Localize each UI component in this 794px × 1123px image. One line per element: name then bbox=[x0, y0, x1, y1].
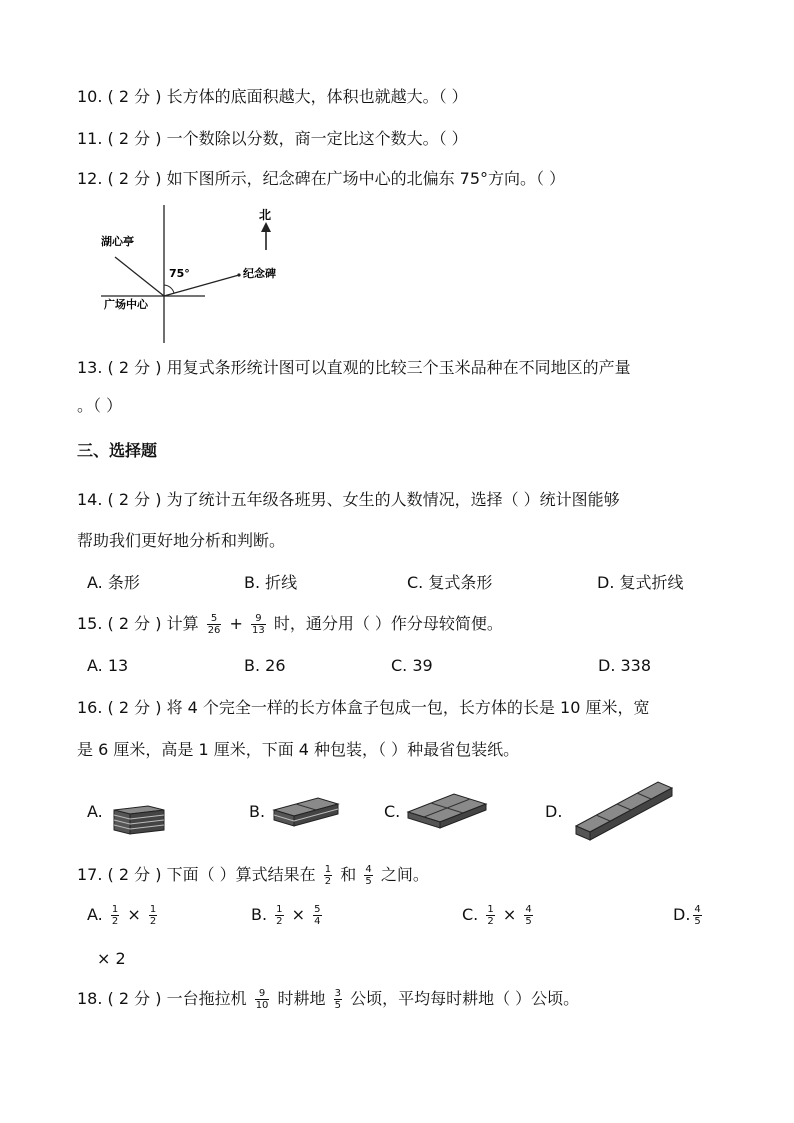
question-score: ( 2 分 ) bbox=[107, 989, 162, 1008]
question-text: 公顷，平均每时耕地（ ）公顷。 bbox=[350, 989, 580, 1008]
question-13 bbox=[77, 357, 631, 379]
plus-sign: + bbox=[229, 614, 243, 633]
question-score: ( 2 分 ) bbox=[107, 865, 162, 884]
question-10 bbox=[77, 86, 468, 108]
question-17 bbox=[77, 864, 429, 887]
fraction: $\frac{1}{2}$ bbox=[276, 904, 283, 927]
direction-figure bbox=[95, 205, 305, 345]
fraction: $\frac{5}{4}$ bbox=[314, 904, 321, 927]
question-16 bbox=[77, 697, 649, 719]
question-number: 11. bbox=[77, 129, 103, 148]
fraction: $\frac{1}{2}$ bbox=[487, 904, 494, 927]
question-text: 长方体的底面积越大，体积也就越大。（ ） bbox=[166, 87, 468, 106]
option-label: A. bbox=[87, 905, 103, 924]
option-c[interactable]: C. bbox=[384, 802, 401, 821]
option-b[interactable]: B. bbox=[249, 802, 266, 821]
question-number: 12. bbox=[77, 169, 103, 188]
option-c[interactable]: C. 39 bbox=[391, 656, 433, 675]
times-sign: × bbox=[502, 905, 517, 924]
question-text: 一个数除以分数，商一定比这个数大。（ ） bbox=[166, 129, 468, 148]
section-heading: 三、选择题 bbox=[77, 441, 158, 460]
question-text: 如下图所示，纪念碑在广场中心的北偏东 75°方向。（ ） bbox=[166, 169, 566, 188]
question-text: 是 6 厘米，高是 1 厘米，下面 4 种包装，（ ）种最省包装纸。 bbox=[77, 740, 520, 759]
option-a-box-stack bbox=[108, 800, 170, 836]
question-text: 和 bbox=[340, 865, 357, 884]
option-b[interactable] bbox=[251, 904, 325, 927]
option-a[interactable] bbox=[87, 904, 160, 927]
monument-label: 纪念碑 bbox=[243, 267, 276, 280]
fraction: $\frac{4}{5}$ bbox=[525, 904, 532, 927]
north-label: 北 bbox=[259, 208, 272, 222]
option-c-box-pack bbox=[404, 786, 492, 836]
question-text: 用复式条形统计图可以直观的比较三个玉米品种在不同地区的产量 bbox=[166, 358, 631, 377]
question-15 bbox=[77, 613, 503, 636]
fraction: $\frac{4}{5}$ bbox=[694, 904, 701, 927]
option-d-continued: × 2 bbox=[97, 949, 126, 968]
question-text: 时耕地 bbox=[277, 989, 326, 1008]
option-d[interactable] bbox=[673, 904, 705, 927]
question-score: ( 2 分 ) bbox=[107, 614, 162, 633]
option-b[interactable]: B. 折线 bbox=[244, 573, 298, 592]
question-12 bbox=[77, 168, 565, 190]
question-number: 14. bbox=[77, 490, 103, 509]
question-score: ( 2 分 ) bbox=[107, 358, 162, 377]
fraction: $\frac{1}{2}$ bbox=[324, 864, 332, 887]
option-a[interactable]: A. 13 bbox=[87, 656, 129, 675]
question-14 bbox=[77, 489, 620, 511]
question-text: 一台拖拉机 bbox=[166, 989, 247, 1008]
option-a[interactable]: A. 条形 bbox=[87, 573, 140, 592]
option-d[interactable]: D. 338 bbox=[598, 656, 652, 675]
option-label: C. bbox=[462, 905, 479, 924]
question-number: 17. bbox=[77, 865, 103, 884]
option-b[interactable]: B. 26 bbox=[244, 656, 286, 675]
question-number: 18. bbox=[77, 989, 103, 1008]
question-14-continued bbox=[77, 530, 285, 552]
lake-pavilion-label: 湖心亭 bbox=[101, 235, 134, 248]
question-11 bbox=[77, 128, 468, 150]
times-sign: × bbox=[291, 905, 306, 924]
option-c[interactable]: C. 复式条形 bbox=[407, 573, 493, 592]
question-score: ( 2 分 ) bbox=[107, 129, 162, 148]
fraction: $\frac{9}{10}$ bbox=[255, 988, 269, 1011]
fraction: $\frac{1}{2}$ bbox=[111, 904, 119, 927]
question-text: 之间。 bbox=[380, 865, 429, 884]
question-number: 16. bbox=[77, 698, 103, 717]
question-text: 帮助我们更好地分析和判断。 bbox=[77, 531, 286, 550]
fraction: $\frac{1}{2}$ bbox=[149, 904, 157, 927]
question-text: 时，通分用（ ）作分母较简便。 bbox=[273, 614, 503, 633]
question-text: 下面（ ）算式结果在 bbox=[166, 865, 316, 884]
angle-label: 75° bbox=[169, 267, 190, 280]
fraction: $\frac{9}{13}$ bbox=[252, 613, 265, 636]
option-b-box-pack bbox=[270, 792, 344, 832]
question-16-continued bbox=[77, 739, 519, 761]
option-a[interactable]: A. bbox=[87, 802, 103, 821]
question-18 bbox=[77, 988, 579, 1011]
question-score: ( 2 分 ) bbox=[107, 87, 162, 106]
question-score: ( 2 分 ) bbox=[107, 698, 162, 717]
option-d-box-pack bbox=[574, 776, 678, 846]
question-score: ( 2 分 ) bbox=[107, 169, 162, 188]
question-number: 15. bbox=[77, 614, 103, 633]
option-d[interactable]: D. bbox=[545, 802, 563, 821]
option-label: B. bbox=[251, 905, 268, 924]
question-text: 将 4 个完全一样的长方体盒子包成一包，长方体的长是 10 厘米，宽 bbox=[166, 698, 650, 717]
question-score: ( 2 分 ) bbox=[107, 490, 162, 509]
fraction: $\frac{3}{5}$ bbox=[334, 988, 341, 1011]
question-number: 10. bbox=[77, 87, 103, 106]
question-text: 计算 bbox=[166, 614, 199, 633]
fraction: $\frac{5}{26}$ bbox=[207, 613, 221, 636]
option-c[interactable] bbox=[462, 904, 536, 927]
question-number: 13. bbox=[77, 358, 103, 377]
fraction: $\frac{4}{5}$ bbox=[365, 864, 372, 887]
question-13-continued bbox=[77, 395, 122, 417]
option-label: D. bbox=[673, 905, 691, 924]
times-sign: × bbox=[127, 905, 141, 924]
option-d[interactable]: D. 复式折线 bbox=[597, 573, 684, 592]
question-text: 为了统计五年级各班男、女生的人数情况，选择（ ）统计图能够 bbox=[166, 490, 620, 509]
square-center-label: 广场中心 bbox=[104, 298, 148, 311]
question-text: 。（ ） bbox=[77, 396, 123, 415]
